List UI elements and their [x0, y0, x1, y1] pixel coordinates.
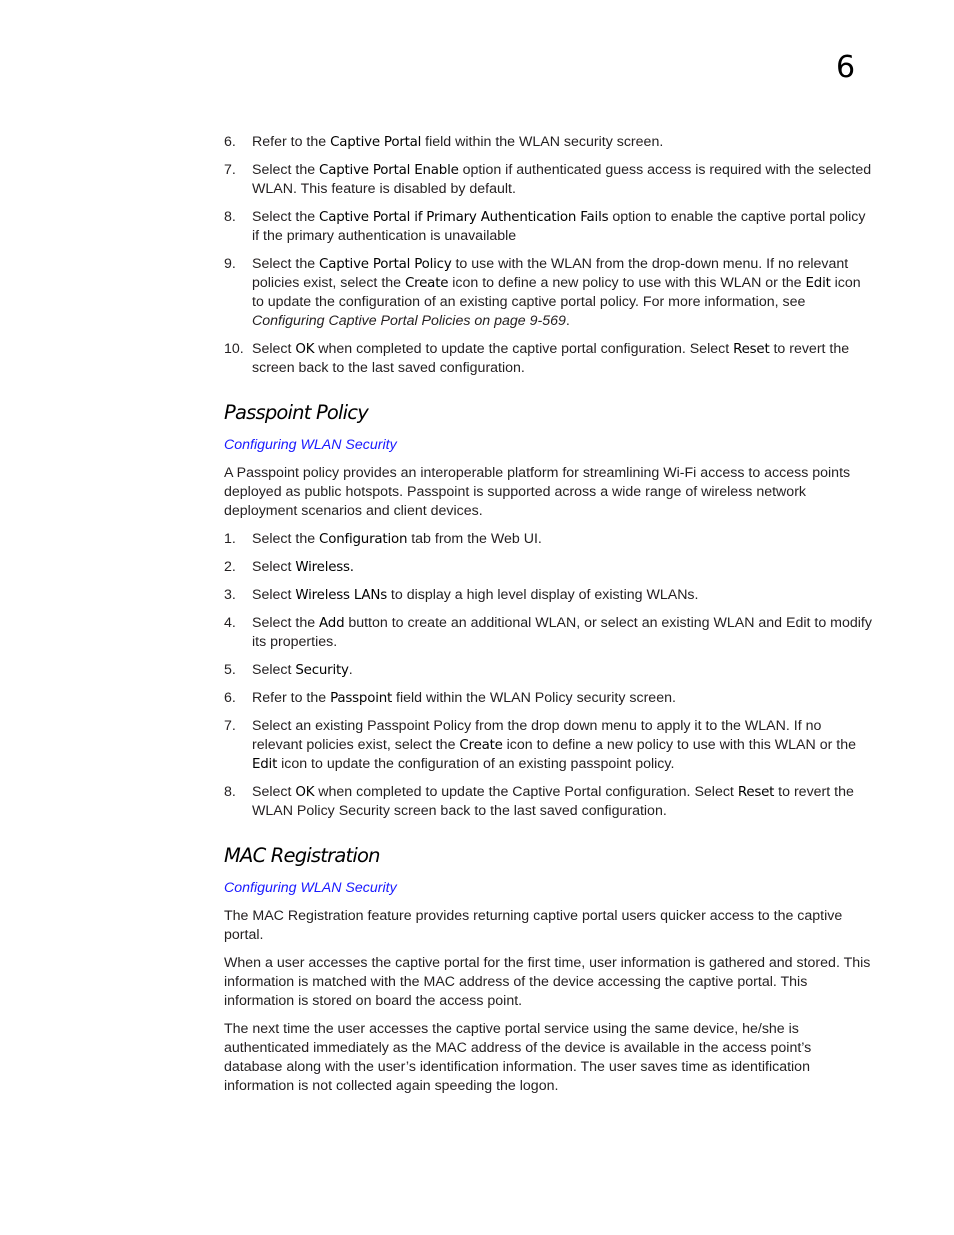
step-text [252, 134, 663, 150]
mac-registration-xref-link[interactable]: Configuring WLAN Security [224, 880, 397, 896]
step-text-run: Select [252, 784, 296, 800]
step-item [224, 661, 872, 680]
step-text-run: field within the WLAN security screen. [421, 134, 664, 150]
ui-term: Reset [733, 342, 770, 357]
step-text [252, 784, 854, 819]
step-text-run: icon to update the configuration of an existing passpoint policy. [277, 756, 675, 772]
step-text-run: Select [252, 341, 296, 357]
step-text-run: icon to define a new policy to use with this WLAN or the [448, 275, 806, 291]
step-item [224, 530, 872, 549]
passpoint-xref-link[interactable]: Configuring WLAN Security [224, 437, 397, 453]
step-text [252, 662, 353, 678]
chapter-number: 6 [836, 50, 856, 85]
step-text-run: Select the [252, 531, 320, 547]
step-number: 1. [224, 531, 236, 547]
step-text [252, 256, 861, 329]
page-content [224, 133, 872, 1096]
step-text [252, 531, 542, 547]
step-number: 9. [224, 256, 236, 272]
passpoint-section [224, 400, 872, 821]
step-text-run: when completed to update the captive portal configuration. Select [314, 341, 734, 357]
captive-portal-steps [224, 133, 872, 378]
step-text-run: option if authenticated guess access is required with the selected WLAN. This feature is disabled by default. [252, 162, 872, 197]
step-text-run: . [565, 313, 570, 329]
step-number: 6. [224, 134, 236, 150]
ui-term: Edit [252, 757, 278, 772]
step-number: 4. [224, 615, 236, 631]
step-item [224, 161, 872, 199]
ui-term: Captive Portal Policy [319, 257, 452, 272]
step-number: 5. [224, 662, 236, 678]
step-text-run: Refer to the [252, 690, 331, 706]
step-text-run: option to enable the captive portal policy if the primary authentication is unavailable [252, 209, 866, 244]
passpoint-intro: A Passpoint policy provides an interoperable platform for streamlining Wi-Fi access to access points deployed as public hotspots. Passpoint is supported across a wide range of wireless network deployment scenarios and client devices. [224, 465, 851, 519]
ui-term: Security [295, 663, 349, 678]
mac-registration-paragraph: When a user accesses the captive portal for the first time, user information is gathered and stored. This information is matched with the MAC address of the device accessing the captive portal. This information is stored on board the access point. [224, 955, 871, 1009]
step-number: 8. [224, 209, 236, 225]
passpoint-steps [224, 530, 872, 821]
ui-term: Create [404, 276, 449, 291]
step-text-run: tab from the Web UI. [407, 531, 542, 547]
step-text [252, 718, 856, 772]
step-text-run: to use with the WLAN from the drop-down menu. If no relevant policies exist, select the [252, 256, 849, 291]
step-text-run: Select the [252, 162, 320, 178]
step-item [224, 689, 872, 708]
step-item [224, 586, 872, 605]
step-text [252, 559, 354, 575]
step-text [252, 690, 676, 706]
ui-term: Configuration [319, 532, 408, 547]
step-text-run: icon to update the configuration of an existing captive portal policy. For more information, see [252, 275, 861, 310]
step-text [252, 341, 849, 376]
mac-registration-paragraph: The MAC Registration feature provides returning captive portal users quicker access to the captive portal. [224, 908, 843, 943]
step-text-run: icon to define a new policy to use with this WLAN or the [502, 737, 856, 753]
step-text-run: Select [252, 662, 296, 678]
step-item [224, 783, 872, 821]
step-item [224, 133, 872, 152]
ui-term: Passpoint [330, 691, 393, 706]
step-number: 8. [224, 784, 236, 800]
mac-registration-heading: MAC Registration [224, 844, 380, 867]
ui-term: Create [459, 738, 503, 753]
step-number: 6. [224, 690, 236, 706]
step-number: 2. [224, 559, 236, 575]
step-text-run: to display a high level display of existing WLANs. [386, 587, 699, 603]
step-text-run: Select the [252, 615, 320, 631]
step-text [252, 162, 871, 197]
step-item [224, 208, 872, 246]
step-text-run: Select [252, 587, 296, 603]
ui-term: Edit [805, 276, 831, 291]
ui-term: OK [295, 785, 315, 800]
ui-term: Wireless. [295, 560, 354, 575]
ui-term: OK [295, 342, 315, 357]
step-text-run: Select the [252, 209, 320, 225]
step-text [252, 209, 866, 244]
ui-term: Captive Portal Enable [319, 163, 459, 178]
step-number: 7. [224, 162, 236, 178]
step-text-run: Refer to the [252, 134, 331, 150]
ui-term: Captive Portal if Primary Authentication Fails [319, 210, 609, 225]
step-text-run: field within the WLAN Policy security screen. [392, 690, 676, 706]
step-item [224, 614, 872, 652]
ui-term: Wireless LANs [295, 588, 387, 603]
step-text [252, 587, 698, 603]
step-text-run: to revert the WLAN Policy Security screen back to the last saved configuration. [252, 784, 854, 819]
step-number: 3. [224, 587, 236, 603]
step-number: 10. [224, 341, 244, 357]
cross-reference: Configuring Captive Portal Policies on page 9-569 [252, 313, 566, 329]
ui-term: Captive Portal [330, 135, 422, 150]
step-item [224, 558, 872, 577]
step-number: 7. [224, 718, 236, 734]
step-item [224, 340, 872, 378]
ui-term: Reset [737, 785, 775, 800]
mac-registration-paragraph: The next time the user accesses the captive portal service using the same device, he/she is authenticated immediately as the MAC address of the device is available in the access point’s database along with the user’s identification information. The user saves time as identification information is not collected again speeding the logon. [224, 1021, 812, 1094]
mac-registration-section [224, 843, 872, 1096]
step-text-run: to revert the screen back to the last saved configuration. [252, 341, 850, 376]
step-item [224, 255, 872, 331]
step-text-run: Select an existing Passpoint Policy from the drop down menu to apply it to the WLAN. If no relevant policies exist, select the [252, 718, 822, 753]
step-text-run: when completed to update the Captive Portal configuration. Select [314, 784, 738, 800]
step-text [252, 615, 872, 650]
step-text-run: Select the [252, 256, 320, 272]
step-item [224, 717, 872, 774]
step-text-run: button to create an additional WLAN, or select an existing WLAN and Edit to modify its properties. [252, 615, 872, 650]
step-text-run: . [348, 662, 353, 678]
ui-term: Add [319, 616, 345, 631]
passpoint-heading: Passpoint Policy [224, 401, 368, 424]
step-text-run: Select [252, 559, 296, 575]
